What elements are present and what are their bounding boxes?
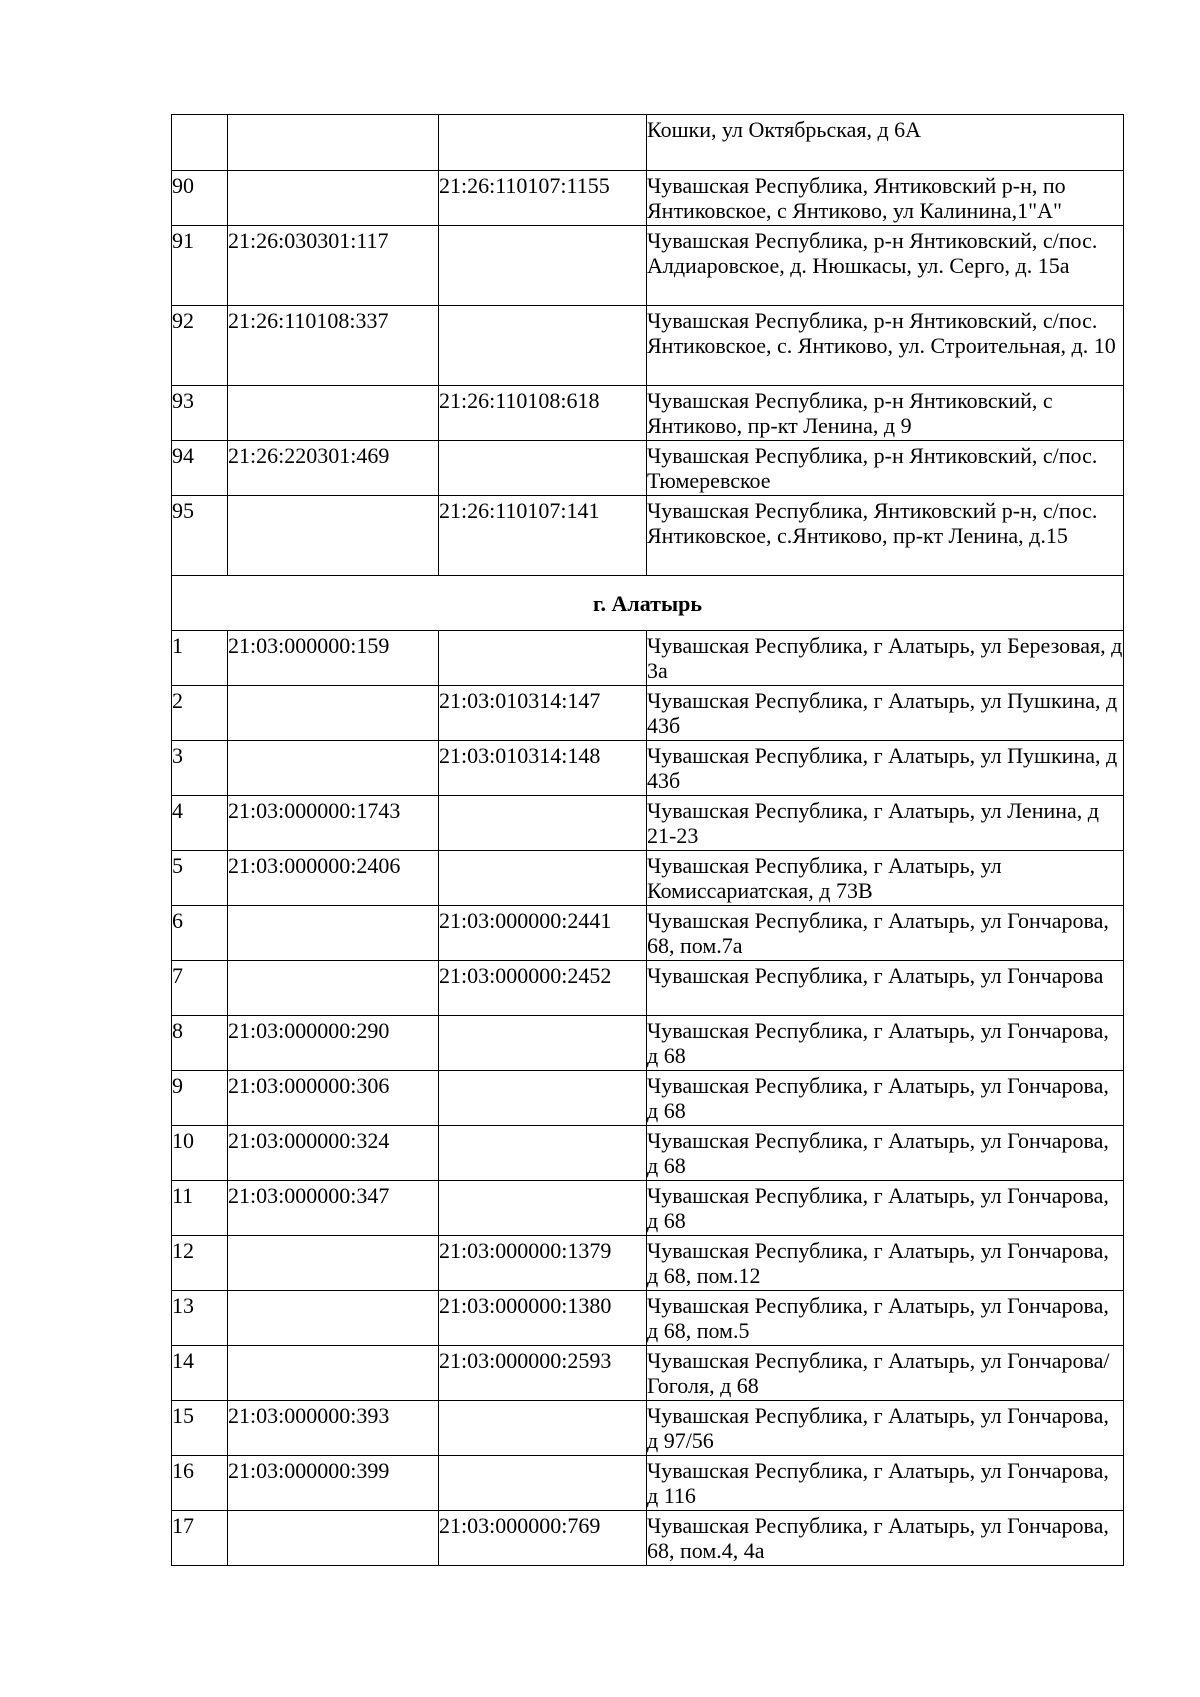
cadastral-number-cell: 21:03:000000:306 [228,1071,439,1126]
table-row [172,796,1124,851]
row-number-cell: 94 [172,441,228,496]
cadastral-number-alt-cell: 21:26:110108:618 [439,386,647,441]
table-row [172,906,1124,961]
row-number-cell [172,115,228,171]
cadastral-number-cell [228,686,439,741]
cadastral-number-cell [228,961,439,1016]
cadastral-number-alt-cell: 21:03:010314:148 [439,741,647,796]
row-number-cell: 12 [172,1236,228,1291]
address-cell: Чувашская Республика, г Алатырь, ул Гончарова, д 68 [647,1071,1124,1126]
cadastral-number-alt-cell: 21:03:000000:1380 [439,1291,647,1346]
row-number-cell: 6 [172,906,228,961]
cadastral-number-cell: 21:03:000000:393 [228,1401,439,1456]
cadastral-number-alt-cell [439,306,647,386]
cadastral-number-alt-cell: 21:03:000000:2452 [439,961,647,1016]
row-number-cell: 11 [172,1181,228,1236]
cadastral-number-alt-cell: 21:03:000000:2593 [439,1346,647,1401]
table-row [172,851,1124,906]
table-row [172,306,1124,386]
address-cell: Чувашская Республика, р-н Янтиковский, с/пос. Алдиаровское, д. Нюшкасы, ул. Серго, д. 15а [647,226,1124,306]
cadastral-number-alt-cell: 21:03:000000:1379 [439,1236,647,1291]
table-row [172,1071,1124,1126]
table-row [172,1456,1124,1511]
row-number-cell: 95 [172,496,228,576]
table-row [172,1181,1124,1236]
row-number-cell: 90 [172,171,228,226]
row-number-cell: 16 [172,1456,228,1511]
address-cell: Чувашская Республика, г Алатырь, ул Ленина, д 21-23 [647,796,1124,851]
table-row [172,226,1124,306]
cadastral-number-alt-cell: 21:03:000000:769 [439,1511,647,1566]
row-number-cell: 14 [172,1346,228,1401]
address-cell: Чувашская Республика, г Алатырь, ул Гончарова, д 97/56 [647,1401,1124,1456]
cadastral-number-alt-cell [439,1181,647,1236]
cadastral-number-cell [228,115,439,171]
table-row [172,1511,1124,1566]
cadastral-number-cell [228,1291,439,1346]
address-cell: Чувашская Республика, г Алатырь, ул Гончарова, д 116 [647,1456,1124,1511]
address-cell: Чувашская Республика, г Алатырь, ул Гончарова, д 68 [647,1126,1124,1181]
row-number-cell: 17 [172,1511,228,1566]
table-row [172,686,1124,741]
table-row [172,171,1124,226]
row-number-cell: 93 [172,386,228,441]
cadastral-number-alt-cell [439,1401,647,1456]
cadastral-number-alt-cell [439,441,647,496]
address-cell: Чувашская Республика, г Алатырь, ул Гончарова/Гоголя, д 68 [647,1346,1124,1401]
address-cell: Чувашская Республика, р-н Янтиковский, с/пос. Тюмеревское [647,441,1124,496]
address-cell: Чувашская Республика, г Алатырь, ул Гончарова, д 68, пом.5 [647,1291,1124,1346]
table-row [172,1126,1124,1181]
address-cell: Чувашская Республика, г Алатырь, ул Гончарова, д 68 [647,1016,1124,1071]
section-title: г. Алатырь [172,576,1124,631]
table-row [172,1236,1124,1291]
cadastral-number-cell [228,171,439,226]
address-cell: Чувашская Республика, г Алатырь, ул Пушкина, д 43б [647,741,1124,796]
address-cell: Чувашская Республика, г Алатырь, ул Гончарова, 68, пом.7а [647,906,1124,961]
address-cell: Чувашская Республика, г Алатырь, ул Пушкина, д 43б [647,686,1124,741]
cadastral-number-cell: 21:26:030301:117 [228,226,439,306]
address-cell: Чувашская Республика, Янтиковский р-н, по Янтиковское, с Янтиково, ул Калинина,1"А" [647,171,1124,226]
table-row [172,1346,1124,1401]
cadastral-number-alt-cell [439,226,647,306]
address-cell: Чувашская Республика, г Алатырь, ул Гончарова, д 68, пом.12 [647,1236,1124,1291]
address-cell: Чувашская Республика, г Алатырь, ул Комиссариатская, д 73В [647,851,1124,906]
table-row [172,115,1124,171]
row-number-cell: 92 [172,306,228,386]
cadastral-number-alt-cell [439,1016,647,1071]
cadastral-number-cell: 21:26:110108:337 [228,306,439,386]
row-number-cell: 4 [172,796,228,851]
cadastral-number-alt-cell [439,1456,647,1511]
address-cell: Чувашская Республика, г Алатырь, ул Гончарова, 68, пом.4, 4а [647,1511,1124,1566]
cadastral-number-alt-cell: 21:03:010314:147 [439,686,647,741]
cadastral-number-cell: 21:03:000000:347 [228,1181,439,1236]
table-row [172,386,1124,441]
cadastral-number-alt-cell [439,851,647,906]
cadastral-number-alt-cell [439,115,647,171]
row-number-cell: 10 [172,1126,228,1181]
cadastral-number-cell [228,1511,439,1566]
section-header-row [172,576,1124,631]
table-row [172,631,1124,686]
row-number-cell: 91 [172,226,228,306]
cadastral-number-alt-cell: 21:26:110107:141 [439,496,647,576]
address-cell: Чувашская Республика, р-н Янтиковский, с/пос. Янтиковское, с. Янтиково, ул. Строительная, д. 10 [647,306,1124,386]
cadastral-number-cell [228,1236,439,1291]
cadastral-number-alt-cell [439,1126,647,1181]
address-cell: Чувашская Республика, р-н Янтиковский, с Янтиково, пр-кт Ленина, д 9 [647,386,1124,441]
row-number-cell: 13 [172,1291,228,1346]
cadastral-number-alt-cell: 21:26:110107:1155 [439,171,647,226]
address-cell: Чувашская Республика, Янтиковский р-н, с/пос. Янтиковское, с.Янтиково, пр-кт Ленина, д.15 [647,496,1124,576]
row-number-cell: 15 [172,1401,228,1456]
cadastral-number-cell [228,1346,439,1401]
row-number-cell: 7 [172,961,228,1016]
table-row [172,496,1124,576]
row-number-cell: 9 [172,1071,228,1126]
table-row [172,741,1124,796]
cadastral-number-cell [228,741,439,796]
cadastral-number-cell: 21:26:220301:469 [228,441,439,496]
address-cell: Чувашская Республика, г Алатырь, ул Березовая, д 3а [647,631,1124,686]
cadastral-number-alt-cell [439,631,647,686]
cadastral-number-cell: 21:03:000000:2406 [228,851,439,906]
row-number-cell: 5 [172,851,228,906]
address-cell: Чувашская Республика, г Алатырь, ул Гончарова, д 68 [647,1181,1124,1236]
row-number-cell: 3 [172,741,228,796]
table-row [172,1401,1124,1456]
cadastral-number-alt-cell: 21:03:000000:2441 [439,906,647,961]
table-row [172,961,1124,1016]
table-row [172,441,1124,496]
cadastral-number-cell: 21:03:000000:290 [228,1016,439,1071]
cadastral-number-cell [228,386,439,441]
cadastral-number-cell [228,496,439,576]
table-row [172,1016,1124,1071]
cadastral-number-cell: 21:03:000000:324 [228,1126,439,1181]
address-cell: Чувашская Республика, г Алатырь, ул Гончарова [647,961,1124,1016]
cadastral-number-cell: 21:03:000000:159 [228,631,439,686]
cadastral-number-cell [228,906,439,961]
row-number-cell: 8 [172,1016,228,1071]
cadastral-number-cell: 21:03:000000:1743 [228,796,439,851]
row-number-cell: 1 [172,631,228,686]
cadastral-number-alt-cell [439,796,647,851]
table-row [172,1291,1124,1346]
cadastral-number-alt-cell [439,1071,647,1126]
registry-table-body [172,115,1124,1566]
registry-table [171,114,1124,1566]
row-number-cell: 2 [172,686,228,741]
address-cell: Кошки, ул Октябрьская, д 6А [647,115,1124,171]
cadastral-number-cell: 21:03:000000:399 [228,1456,439,1511]
